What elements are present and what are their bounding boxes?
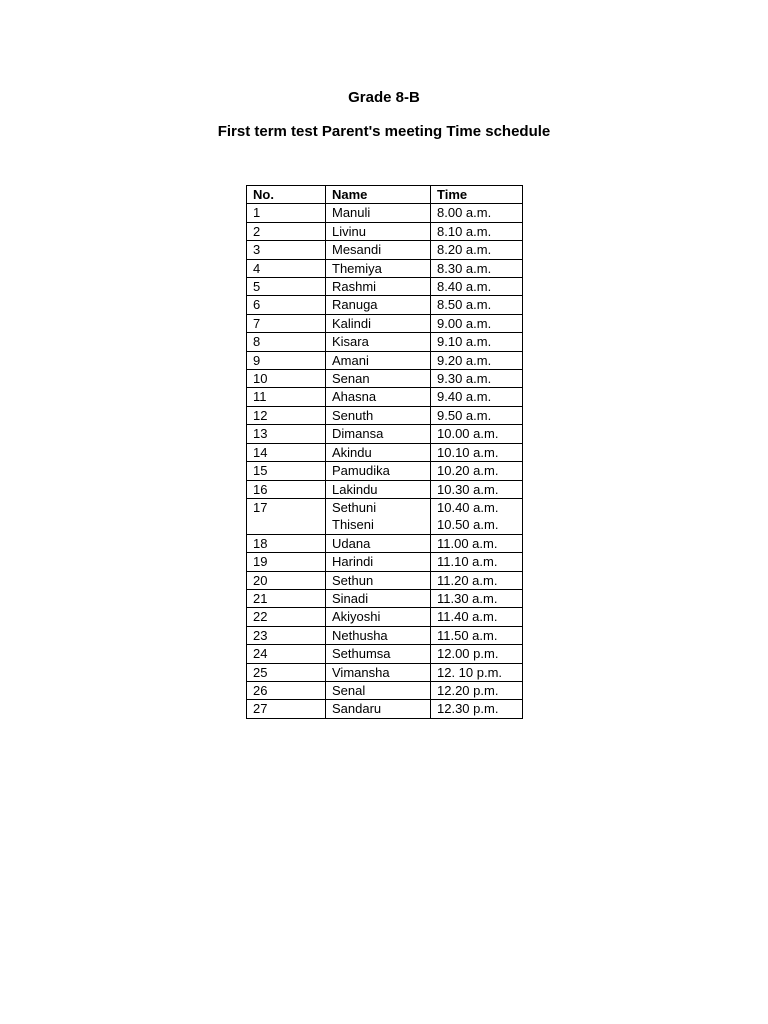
table-row [247, 589, 523, 607]
meeting-time-cell [431, 480, 523, 498]
student-name: Udana [332, 535, 371, 551]
meeting-time: 12.20 p.m. [437, 682, 499, 698]
meeting-time: 10.00 a.m. [437, 426, 499, 442]
meeting-time: 9.20 a.m. [437, 352, 492, 368]
meeting-time-cell [431, 462, 523, 480]
table-row [247, 314, 523, 332]
table-row [247, 222, 523, 240]
meeting-time-cell [431, 553, 523, 571]
table-row [247, 351, 523, 369]
row-number: 15 [247, 462, 326, 480]
row-number: 8 [247, 333, 326, 351]
table-row [247, 462, 523, 480]
row-number: 4 [247, 259, 326, 277]
student-name: Rashmi [332, 279, 377, 295]
student-name-cell [326, 333, 431, 351]
table-row [247, 534, 523, 552]
meeting-time-cell [431, 296, 523, 314]
student-name: Kisara [332, 334, 369, 350]
row-number: 23 [247, 626, 326, 644]
meeting-time-cell [431, 589, 523, 607]
student-name-cell [326, 553, 431, 571]
meeting-time: 8.30 a.m. [437, 260, 492, 276]
table-row [247, 626, 523, 644]
header-name: Name [326, 186, 431, 204]
table-row [247, 571, 523, 589]
student-name-cell [326, 498, 431, 534]
meeting-time-cell [431, 425, 523, 443]
student-name: Livinu [332, 223, 366, 239]
meeting-time: 10.30 a.m. [437, 481, 499, 497]
row-number: 7 [247, 314, 326, 332]
meeting-time: 9.30 a.m. [437, 371, 492, 387]
meeting-time: 10.40 a.m. [437, 499, 499, 515]
meeting-time-cell [431, 406, 523, 424]
table-row [247, 608, 523, 626]
meeting-time-cell [431, 608, 523, 626]
meeting-time: 11.00 a.m. [437, 535, 498, 551]
table-row [247, 425, 523, 443]
student-name: Senal [332, 682, 366, 698]
student-name: Manuli [332, 205, 371, 221]
student-name: Harindi [332, 554, 374, 570]
meeting-time: 11.50 a.m. [437, 627, 498, 643]
meeting-time: 12.00 p.m. [437, 646, 499, 662]
row-number: 9 [247, 351, 326, 369]
meeting-time: 11.10 a.m. [437, 554, 498, 570]
student-name-cell [326, 222, 431, 240]
row-number: 10 [247, 370, 326, 388]
meeting-schedule-table [246, 185, 523, 719]
row-number: 13 [247, 425, 326, 443]
meeting-time-cell [431, 204, 523, 222]
row-number: 22 [247, 608, 326, 626]
table-header [247, 186, 523, 204]
student-name: Thiseni [332, 517, 374, 533]
table-row [247, 553, 523, 571]
meeting-time: 11.30 a.m. [437, 590, 498, 606]
student-name: Sinadi [332, 590, 369, 606]
row-number: 25 [247, 663, 326, 681]
row-number: 11 [247, 388, 326, 406]
table-row [247, 278, 523, 296]
student-name-cell [326, 406, 431, 424]
student-name-cell [326, 534, 431, 552]
header-no: No. [247, 186, 326, 204]
table-row [247, 480, 523, 498]
student-name: Nethusha [332, 627, 388, 643]
student-name-cell [326, 370, 431, 388]
student-name-cell [326, 608, 431, 626]
row-number: 17 [247, 498, 326, 534]
table-row [247, 406, 523, 424]
meeting-time: 11.40 a.m. [437, 609, 498, 625]
student-name: Themiya [332, 260, 382, 276]
student-name-cell [326, 443, 431, 461]
meeting-time-cell [431, 681, 523, 699]
meeting-time: 8.20 a.m. [437, 242, 492, 258]
meeting-time-cell [431, 278, 523, 296]
student-name-cell [326, 626, 431, 644]
student-name-cell [326, 351, 431, 369]
student-name-cell [326, 663, 431, 681]
meeting-time-cell [431, 333, 523, 351]
student-name-cell [326, 571, 431, 589]
meeting-time: 12. 10 p.m. [437, 664, 503, 680]
meeting-time: 9.40 a.m. [437, 389, 492, 405]
student-name-cell [326, 278, 431, 296]
meeting-time: 10.50 a.m. [437, 517, 499, 533]
student-name: Akiyoshi [332, 609, 381, 625]
table-row [247, 388, 523, 406]
table-row [247, 681, 523, 699]
meeting-time-cell [431, 222, 523, 240]
row-number: 6 [247, 296, 326, 314]
row-number: 5 [247, 278, 326, 296]
row-number: 1 [247, 204, 326, 222]
table-row [247, 333, 523, 351]
student-name: Senan [332, 371, 370, 387]
meeting-time: 8.10 a.m. [437, 223, 492, 239]
student-name: Pamudika [332, 463, 390, 479]
meeting-time-cell [431, 534, 523, 552]
meeting-time-cell [431, 388, 523, 406]
row-number: 21 [247, 589, 326, 607]
student-name-cell [326, 480, 431, 498]
row-number: 18 [247, 534, 326, 552]
meeting-time: 12.30 p.m. [437, 701, 499, 717]
meeting-time-cell [431, 370, 523, 388]
table-row [247, 645, 523, 663]
student-name: Senuth [332, 407, 374, 423]
meeting-time-cell [431, 498, 523, 534]
student-name-cell [326, 645, 431, 663]
meeting-time: 9.50 a.m. [437, 407, 492, 423]
student-name: Sethumsa [332, 646, 391, 662]
student-name: Ranuga [332, 297, 378, 313]
row-number: 26 [247, 681, 326, 699]
meeting-time-cell [431, 626, 523, 644]
student-name: Ahasna [332, 389, 377, 405]
table-row [247, 296, 523, 314]
student-name-cell [326, 259, 431, 277]
student-name-cell [326, 296, 431, 314]
student-name-cell [326, 425, 431, 443]
meeting-time: 8.50 a.m. [437, 297, 492, 313]
student-name: Dimansa [332, 426, 384, 442]
meeting-time-cell [431, 241, 523, 259]
meeting-time-cell [431, 571, 523, 589]
meeting-time-cell [431, 351, 523, 369]
student-name: Kalindi [332, 315, 372, 331]
row-number: 27 [247, 700, 326, 718]
student-name: Sethun [332, 572, 374, 588]
meeting-time: 8.40 a.m. [437, 279, 492, 295]
student-name-cell [326, 700, 431, 718]
header-time: Time [431, 186, 523, 204]
student-name-cell [326, 388, 431, 406]
row-number: 2 [247, 222, 326, 240]
row-number: 16 [247, 480, 326, 498]
student-name: Akindu [332, 444, 372, 460]
row-number: 14 [247, 443, 326, 461]
table-row [247, 259, 523, 277]
row-number: 24 [247, 645, 326, 663]
student-name: Mesandi [332, 242, 382, 258]
student-name-cell [326, 204, 431, 222]
meeting-time-cell [431, 700, 523, 718]
table-row [247, 663, 523, 681]
student-name: Amani [332, 352, 369, 368]
meeting-time: 10.20 a.m. [437, 463, 499, 479]
grade-heading: Grade 8-B [348, 89, 420, 106]
meeting-time-cell [431, 259, 523, 277]
table-row [247, 498, 523, 534]
student-name-cell [326, 681, 431, 699]
meeting-time-cell [431, 663, 523, 681]
student-name-cell [326, 314, 431, 332]
row-number: 3 [247, 241, 326, 259]
table-row [247, 443, 523, 461]
student-name-cell [326, 462, 431, 480]
meeting-time: 9.00 a.m. [437, 315, 492, 331]
schedule-title: First term test Parent's meeting Time schedule [217, 123, 551, 140]
meeting-time: 10.10 a.m. [437, 444, 499, 460]
student-name: Sethuni [332, 499, 377, 515]
row-number: 12 [247, 406, 326, 424]
table-row [247, 241, 523, 259]
meeting-time-cell [431, 314, 523, 332]
table-row [247, 370, 523, 388]
row-number: 20 [247, 571, 326, 589]
student-name: Lakindu [332, 481, 378, 497]
table-body [247, 204, 523, 718]
meeting-time: 9.10 a.m. [437, 334, 492, 350]
student-name: Vimansha [332, 664, 390, 680]
student-name-cell [326, 241, 431, 259]
meeting-time: 8.00 a.m. [437, 205, 492, 221]
meeting-time-cell [431, 443, 523, 461]
row-number: 19 [247, 553, 326, 571]
student-name: Sandaru [332, 701, 382, 717]
meeting-time-cell [431, 645, 523, 663]
table-row [247, 700, 523, 718]
student-name-cell [326, 589, 431, 607]
meeting-time: 11.20 a.m. [437, 572, 498, 588]
table-row [247, 204, 523, 222]
header-row [247, 186, 523, 204]
